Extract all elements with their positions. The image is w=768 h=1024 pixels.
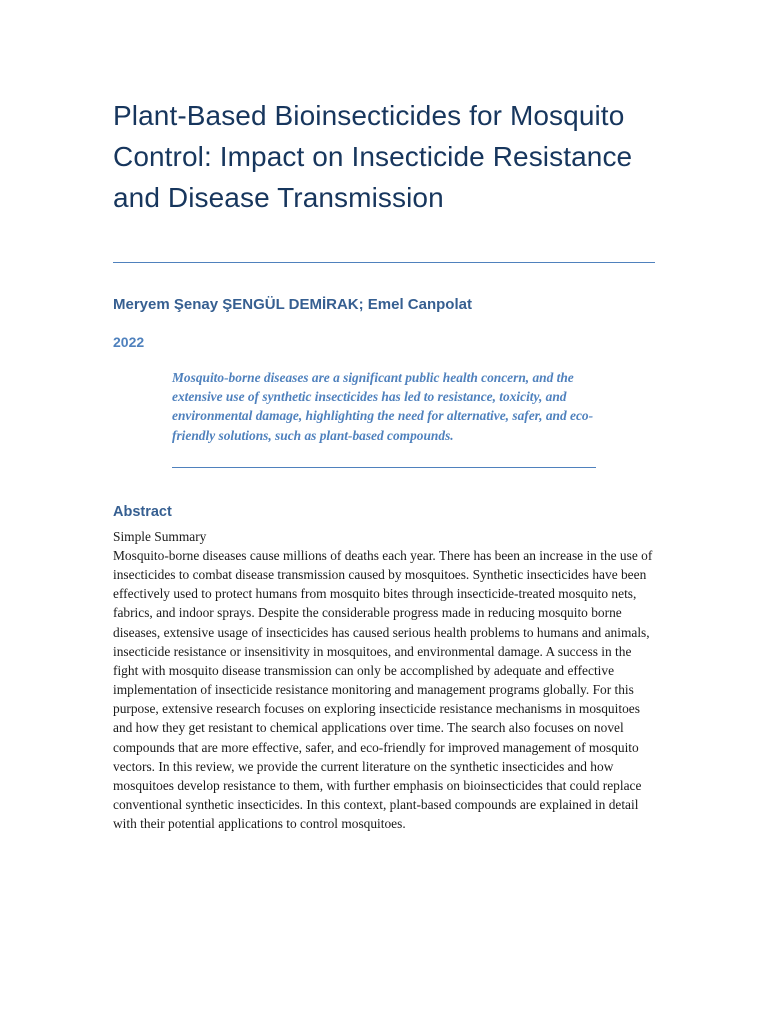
quote-divider bbox=[172, 467, 596, 468]
publication-year: 2022 bbox=[113, 334, 145, 350]
abstract-body: Mosquito-borne diseases cause millions of deaths each year. There has been an increase in the use of insecticides to combat disease transmission caused by mosquitoes. Synthetic insecticides have been effectively used to protect humans from mosquito bites through insecticide-treated mosquito nets, fabrics, and indoor sprays. Despite the considerable progress made in reducing mosquito borne diseases, extensive usage of insecticides has caused serious health problems to humans and animals, insecticide resistance or insensitivity in mosquitoes, and environmental damage. A success in the fight with mosquito disease transmission can only be accomplished by adequate and effective implementation of insecticide resistance monitoring and management programs globally. For this purpose, extensive research focuses on exploring insecticide resistance mechanisms in mosquitoes and how they get resistant to chemical applications over time. The search also focuses on novel compounds that are more effective, safer, and eco-friendly for improved management of mosquito vectors. In this review, we provide the current literature on the synthetic insecticides and how mosquitoes develop resistance to them, with further emphasis on bioinsecticides that could replace conventional synthetic insecticides. In this context, plant-based compounds are explained in detail with their potential applications to control mosquitoes. bbox=[113, 548, 653, 832]
document-title: Plant-Based Bioinsecticides for Mosquito Control: Impact on Insecticide Resistance and Disease Transmission bbox=[113, 100, 633, 213]
simple-summary-label: Simple Summary bbox=[113, 529, 207, 544]
abstract-heading: Abstract bbox=[113, 504, 172, 520]
intro-quote: Mosquito-borne diseases are a significant public health concern, and the extensive use of synthetic insecticides has led to resistance, toxicity, and environmental damage, highlighting the need for alternative, safer, and eco-friendly solutions, such as plant-based compounds. bbox=[172, 370, 594, 443]
title-divider bbox=[113, 262, 655, 263]
document-authors: Meryem Şenay ŞENGÜL DEMİRAK; Emel Canpolat bbox=[113, 296, 472, 313]
